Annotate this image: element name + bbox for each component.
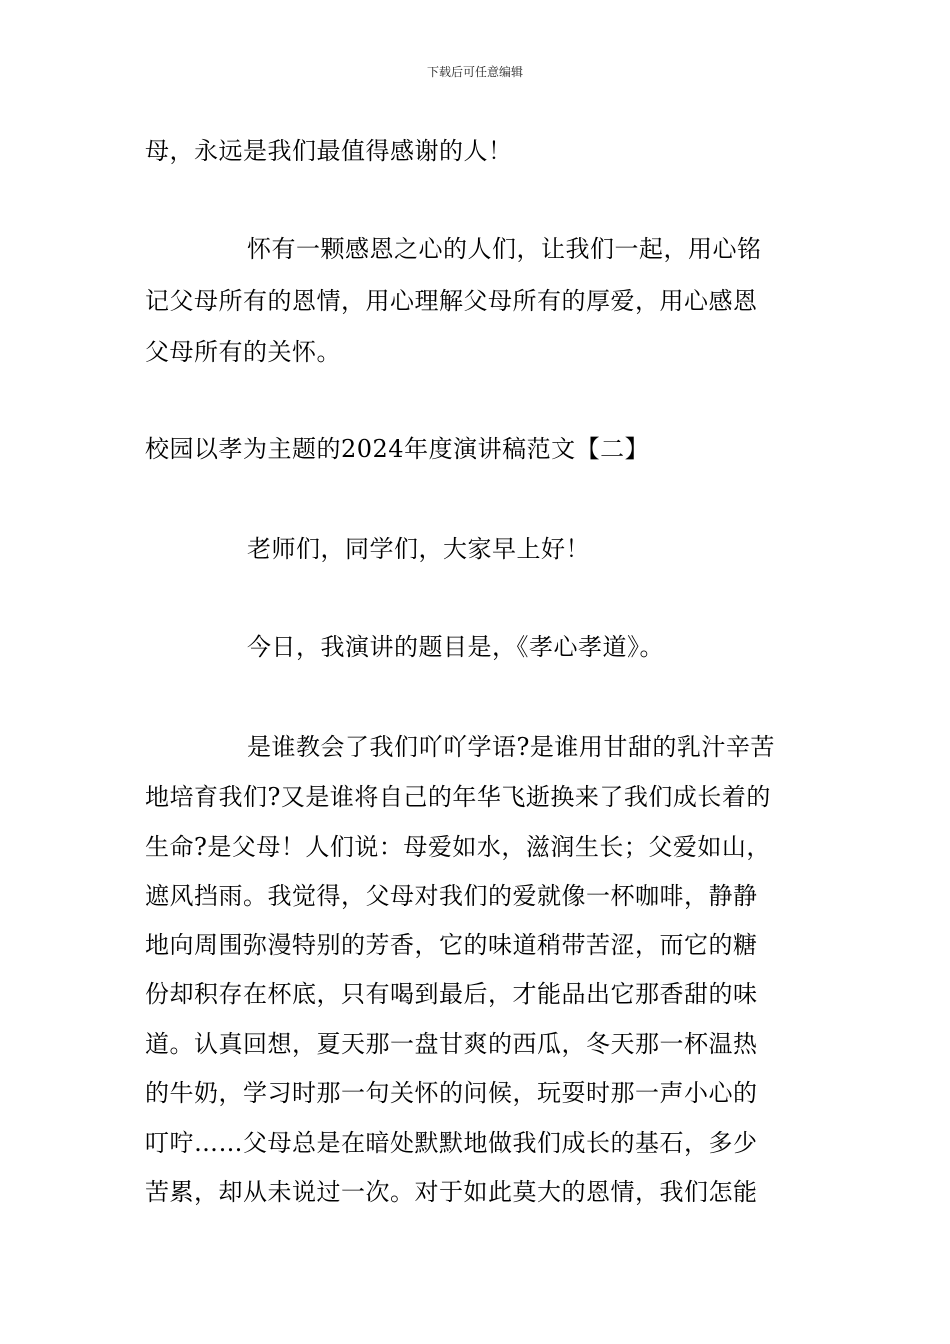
- text-line: 老师们，同学们，大家早上好！: [247, 535, 590, 563]
- text-line: 地培育我们?又是谁将自己的年华飞逝换来了我们成长着的: [145, 783, 771, 811]
- text-line: 记父母所有的恩情，用心理解父母所有的厚爱，用心感恩: [145, 287, 758, 315]
- page-header: 下载后可任意编辑: [426, 65, 523, 79]
- text-line: 份却积存在杯底，只有喝到最后，才能品出它那香甜的味: [145, 980, 758, 1008]
- text-line: 苦累，却从未说过一次。对于如此莫大的恩情，我们怎能: [145, 1178, 758, 1206]
- text-line: 道。认真回想，夏天那一盘甘爽的西瓜，冬天那一杯温热: [145, 1030, 758, 1058]
- text-line: 叮咛……父母总是在暗处默默地做我们成长的基石，多少: [145, 1129, 758, 1157]
- section-heading: 校园以孝为主题的2024年度演讲稿范文【二】: [145, 435, 650, 463]
- text-line: 是谁教会了我们吖吖学语?是谁用甘甜的乳汁辛苦: [247, 733, 775, 761]
- text-line: 今日，我演讲的题目是，《孝心孝道》。: [247, 633, 664, 661]
- text-line: 母，永远是我们最值得感谢的人！: [145, 137, 513, 165]
- text-line: 地向周围弥漫特别的芳香，它的味道稍带苦涩，而它的糖: [145, 931, 758, 959]
- text-line: 父母所有的关怀。: [145, 338, 341, 366]
- text-line: 的牛奶，学习时那一句关怀的问候，玩耍时那一声小心的: [145, 1079, 758, 1107]
- text-line: 生命?是父母！人们说：母爱如水，滋润生长；父爱如山，: [145, 833, 771, 861]
- text-line: 遮风挡雨。我觉得，父母对我们的爱就像一杯咖啡，静静: [145, 882, 758, 910]
- text-line: 怀有一颗感恩之心的人们，让我们一起，用心铭: [247, 235, 762, 263]
